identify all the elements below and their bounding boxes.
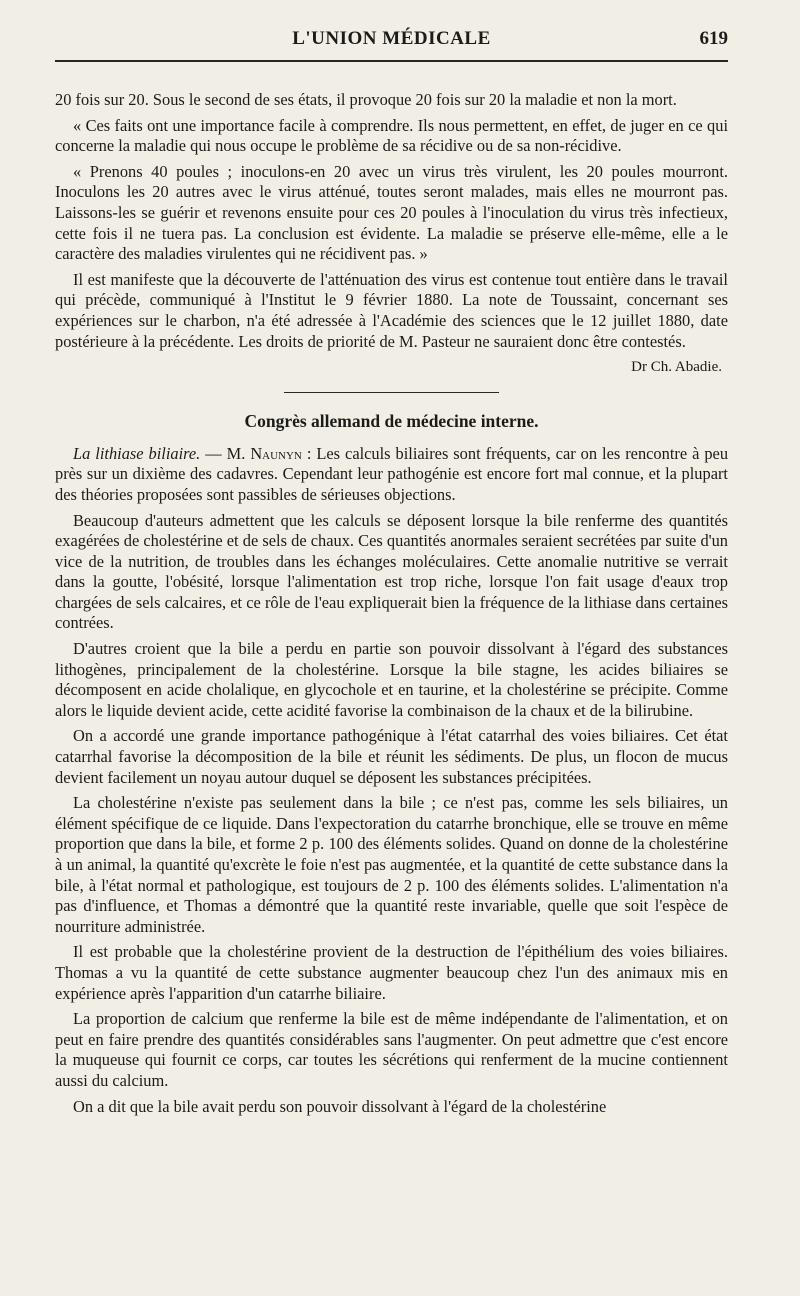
- subsection-title: La lithiase biliaire.: [73, 443, 201, 463]
- journal-title: L'UNION MÉDICALE: [292, 28, 491, 49]
- paragraph: Il est probable que la cholestérine provient de la destruction de l'épithélium des voies biliaires. Thomas a vu la quantité de cette substance augmenter beaucoup chez l'un des animaux mis en expérience après l'apparition d'un catarrhe biliaire.: [55, 942, 728, 1003]
- paragraph-text: : Les calculs biliaires sont fréquents, car on les rencontre à peu près sur un dixième des cadavres. Cependant leur pathogénie est encore fort mal connue, et la plupart des théories proposées sont passibles de sérieuses objections.: [55, 443, 729, 504]
- dash-text: — M.: [200, 443, 251, 463]
- article-body: [55, 90, 728, 1117]
- page-number: 619: [699, 28, 728, 49]
- paragraph: La proportion de calcium que renferme la bile est de même indépendante de l'alimentation, et on peut en faire prendre des quantités considérables sans l'augmenter. On peut admettre que c'est encore la muqueuse qui fournit ce corps, car toutes les sécrétions qui renferment de la mucine contiennent aussi du calcium.: [55, 1009, 728, 1090]
- paragraph: Il est manifeste que la découverte de l'atténuation des virus est contenue tout entière dans le travail qui précède, communiqué à l'Institut le 9 février 1880. La note de Toussaint, concernant ses expériences sur le charbon, n'a été adressée à l'Académie des sciences que le 12 juillet 1880, date postérieure à la précédente. Les droits de priorité de M. Pasteur ne sauraient donc être contestés.: [55, 269, 728, 351]
- paragraph: 20 fois sur 20. Sous le second de ses états, il provoque 20 fois sur 20 la maladie et non la mort.: [55, 90, 677, 109]
- section-divider: [284, 392, 499, 393]
- paragraph: On a accordé une grande importance pathogénique à l'état catarrhal des voies biliaires. Cet état catarrhal favorise la décomposition de la bile et réunit les sédiments. De plus, un flocon de mucus devient facilement un noyau autour duquel se déposent les substances précipitées.: [55, 726, 728, 787]
- paragraph: « Prenons 40 poules ; inoculons-en 20 avec un virus très virulent, les 20 poules mourront. Inoculons les 20 autres avec le virus atténué, toutes seront malades, mais elles ne mourront pas. Laissons-les se guérir et revenons ensuite pour ces 20 poules à l'inoculation du virus très infectieux, cette fois il ne tuera pas. La conclusion est évidente. La maladie se préserve elle-même, elle a le caractère des maladies virulentes qui ne récidivent pas. »: [55, 161, 728, 264]
- paragraph: D'autres croient que la bile a perdu en partie son pouvoir dissolvant à l'égard des substances lithogènes, principalement de la cholestérine. Lorsque la bile stagne, les acides biliaires se décomposent en acide cholalique, en glycochole et en taurine, et la cholestérine se précipite. Comme alors le liquide devient acide, cette acidité favorise la combinaison de la chaux et de la bilirubine.: [55, 639, 728, 720]
- paragraph: La cholestérine n'existe pas seulement dans la bile ; ce n'est pas, comme les sels biliaires, un élément spécifique de ce liquide. Dans l'expectoration du catarrhe bronchique, elle se trouve en même proportion que dans la bile, et forme 2 p. 100 des éléments solides. Quand on donne de la cholestérine à un animal, la quantité qu'excrète le foie n'est pas augmentée, et la quantité de cette substance dans la bile, à l'état normal et pathologique, est toujours de 2 p. 100 des éléments solides. L'alimentation n'a pas d'influence, et Thomas a démontré que la quantité reste invariable, quelle que soit l'espèce de nourriture administrée.: [55, 793, 728, 936]
- paragraph-first: [55, 444, 728, 506]
- running-header: [55, 22, 728, 62]
- section-title: Congrès allemand de médecine interne.: [244, 410, 539, 431]
- paragraph: On a dit que la bile avait perdu son pouvoir dissolvant à l'égard de la cholestérine: [73, 1096, 607, 1116]
- paragraph: « Ces faits ont une importance facile à comprendre. Ils nous permettent, en effet, de juger en ce qui concerne la maladie qui nous occupe le problème de sa récidive ou de sa non-récidive.: [55, 115, 728, 156]
- author-name: Naunyn: [250, 443, 302, 463]
- paragraph: Beaucoup d'auteurs admettent que les calculs se déposent lorsque la bile renferme des quantités exagérées de cholestérine et de sels de chaux. Ces quantités anormales seraient secrétées par suite d'un vice de la nutrition, de troubles dans les échanges moléculaires. Cette anomalie nutritive se verrait dans la goutte, l'obésité, lorsque l'alimentation est trop riche, lorsque l'on fait usage d'eaux trop chargées de sels calcaires, et ce rôle de l'eau expliquerait bien la fréquence de la lithiase dans certaines contrées.: [55, 510, 728, 633]
- author-signature: Dr Ch. Abadie.: [631, 359, 722, 376]
